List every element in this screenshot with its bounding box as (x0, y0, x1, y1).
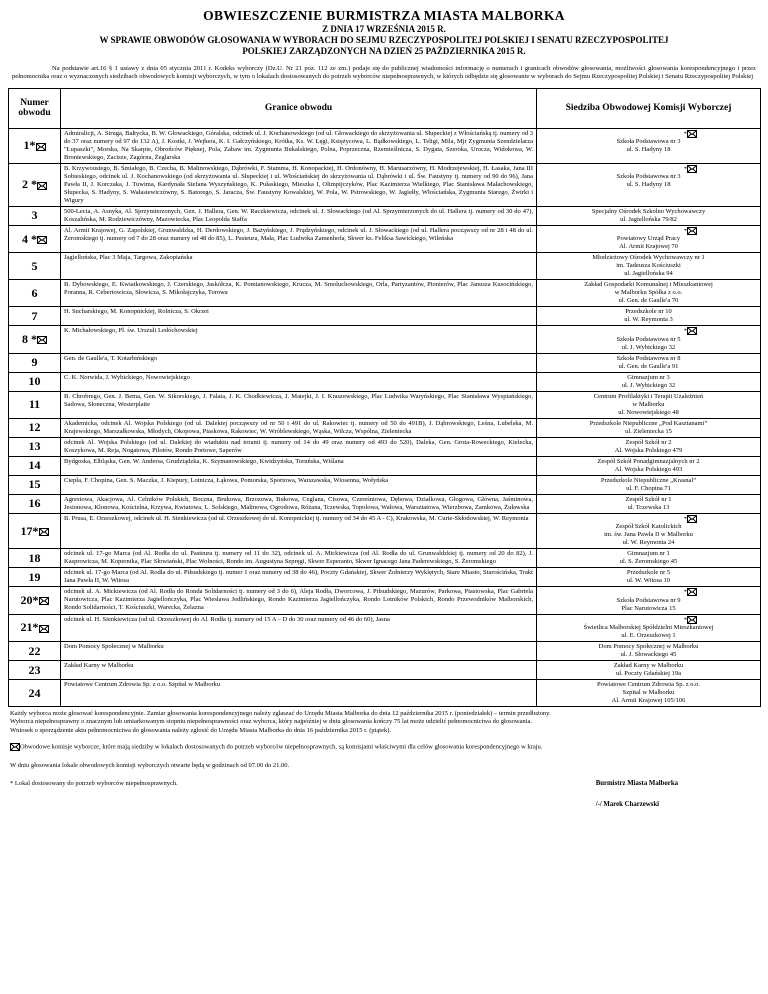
district-seat-cell (537, 568, 761, 587)
district-bounds: B. Dybowskiego, E. Kwiatkowskiego, J. Czerskiego, Jaskółcza, K. Pomianowskiego, Krucza, M. Smoluchowskiego, Orla, Partyzantów, Pionierów, Plac Janusza Kusocińskiego, Poranna, R. Cebertowicza, Słowicza, S. Mikołajczyka, Torowa (61, 280, 537, 307)
district-bounds: Admiralicji, A. Struga, Bałtycka, B. W. Głowackiego, Góralska, odcinek ul. J. Kochanowskiego (od ul. Głowackiego do skrzyżowania ul. Słupeckiej z Włościańską tj. numery od 3 do 37 oraz numery od 97 do 132 A), J. Kostki, J. Wejhera, K. I. Gałczyńskiego, Krótka, Ks. W. Łęgi, Księżycowa, L. Bądkowskiego, L. Teligi, Mila, Mjr Zygmunta Szendzielarza "Łupaszki", Morska, Na Skarpie, Obrońców Pięknej, Pola, Zabaw im. Zygmunta Bukalskiego, Polna, Poprzeczna, Rzemieślnicza, S. Dygata, Szeroka, Urocza, Widokowa, W. Broniewskiego, Zacisze, Zagórna, Żeglarska (61, 128, 537, 163)
district-seat: Specjalny Ośrodek Szkolno Wychowawczy ul. Jagiellońska 79/82 (591, 207, 706, 223)
district-seat: Przedszkole Niepubliczne „Krasnal” ul. F. Chopina 71 (600, 476, 697, 492)
district-number-cell (9, 128, 61, 163)
signer-title: Burmistrz Miasta Malborka (595, 779, 678, 787)
table-row (9, 568, 761, 587)
district-seat: Szkoła Podstawowa nr 3 ul. S. Hadyny 18 (616, 138, 681, 154)
accessible-marker (540, 515, 757, 523)
district-number-cell (9, 456, 61, 475)
district-seat-cell (537, 391, 761, 418)
district-number-cell (9, 614, 61, 641)
table-row (9, 326, 761, 353)
district-bounds: B. Prusa, E. Orzeszkowej, odcinek ul. H. Sienkiewicza (od ul. Orzeszkowej do ul. Konopnickiej tj. numery od 34 do 45 A - C), Krakowska, M. Curie-Skłodowskiej, W. Reymonta (61, 513, 537, 548)
district-number: 10 (28, 374, 41, 389)
envelope-icon (10, 743, 20, 751)
table-row (9, 391, 761, 418)
table-row (9, 307, 761, 326)
district-number-cell (9, 391, 61, 418)
notice-page (8, 0, 760, 820)
accessible-note: * Lokal dostosowany do potrzeb wyborców niepełnosprawnych. (10, 779, 178, 787)
district-number: 24 (28, 685, 41, 700)
table-row (9, 587, 761, 614)
mail-note (10, 743, 760, 752)
table-row (9, 253, 761, 280)
district-seat-cell (537, 163, 761, 206)
district-number: 1* (23, 138, 36, 153)
signature-block (10, 780, 760, 820)
district-number-cell (9, 642, 61, 661)
district-seat: Szkoła Podstawowa nr 5 ul. J. Wybickiego 32 (616, 335, 681, 351)
table-body (9, 128, 761, 706)
district-seat-cell (537, 642, 761, 661)
district-seat-cell (537, 549, 761, 568)
district-seat: Powiatowe Centrum Zdrowia Sp. z o.o. Szpital w Malborku Al. Armii Krajowej 105/106 (597, 681, 700, 705)
district-seat: Przedszkole Niepubliczne „Pod Kasztanami” ul. Zieleniecka 15 (589, 419, 708, 435)
district-number-cell (9, 206, 61, 225)
district-number: 6 (31, 285, 38, 300)
district-seat-cell (537, 456, 761, 475)
district-bounds: odcinek ul. 17-go Marca (od Al. Rodła do ul. Piłsudskiego tj. numer 1 oraz numery od 38 do 46), Poczty Gdańskiej, Skwer Żołnierzy Wyklętych, Stare Miasto, Starościńska, Trakt Jana Pawła II, W. Witosa (61, 568, 537, 587)
district-number-cell (9, 568, 61, 587)
table-row (9, 661, 761, 680)
district-seat-cell (537, 614, 761, 641)
district-number: 8 * (22, 332, 37, 347)
accessible-marker (540, 616, 757, 624)
district-bounds: Jagiellońska, Plac 3 Maja, Targowa, Zakopiańska (61, 253, 537, 280)
hours-note: W dniu głosowania lokale obwodowych komisji wyborczych otwarte będą w godzinach od 07.00 do 21.00. (10, 761, 290, 769)
district-seat: Zakład Karny w Malborku ul. Poczty Gdańskiej 19a (613, 662, 684, 678)
district-seat: Gimnazjum nr 3 ul. J. Wybickiego 32 (621, 373, 676, 389)
table-row (9, 128, 761, 163)
district-number-cell (9, 680, 61, 707)
table-row (9, 280, 761, 307)
envelope-icon (687, 165, 697, 173)
district-bounds: Agrestowa, Akacjowa, Al. Celników Polskich, Boczna, Brukowa, Brzozowa, Bukowa, Ceglana, Cisowa, Czereśniowa, Dębowa, Działkowa, Głogowa, Główna, Jaśminowa, Jesionowa, Klonowa, Kościelna, Krzywa, Kwiatowa, L. Solskiego, Malinowa, Ogrodowa, Różana, Tczewska, Topolowa, Wałowa, Warsztatowa, Wierzbowa, Zamkowa, Żuławska (61, 494, 537, 513)
district-number-cell (9, 661, 61, 680)
district-number-cell (9, 326, 61, 353)
district-seat: Gimnazjum nr 1 ul. S. Żeromskiego 45 (619, 550, 678, 566)
district-number: 22 (28, 643, 41, 658)
district-number: 20* (20, 593, 39, 607)
district-number: 16 (28, 496, 41, 511)
district-seat: Młodzieżowy Ośrodek Wychowawczy nr 1 im. Tadeusza Kościuszki ul. Jagiellońska 94 (592, 254, 705, 278)
district-seat-cell (537, 372, 761, 391)
intro-paragraph: Na podstawie art.16 § 1 ustawy z dnia 05 stycznia 2011 r. Kodeks wyborczy (Dz.U. Nr 21 poz. 112 ze zm.) podaje się do publicznej wiadomości informację o numerach i granicach obwodów głosowania, możliwości głosowania korespondencyjnego i przez pełnomocnika oraz o wyznaczonych siedzibach obwodowych komisji wyborczych, w tym o lokalach dostosowanych do potrzeb wyborców niepełnosprawnych, w których odbędzie się głosowanie w wyborach do Sejmu Rzeczypospolitej Polskiej i Senatu Rzeczypospolitej Polskiej (12, 65, 756, 81)
district-bounds: Powiatowe Centrum Zdrowia Sp. z o.o. Szpital w Malborku (61, 680, 537, 707)
table-header-row (9, 88, 761, 128)
table-row (9, 163, 761, 206)
accessible-star: * (683, 616, 687, 624)
district-seat-cell (537, 513, 761, 548)
envelope-icon (37, 336, 47, 344)
district-seat: Przedszkole nr 5 ul. W. Witosa 10 (626, 569, 671, 585)
district-seat: Zakład Gospodarki Komunalnej i Mieszkaniowej w Malborku Spółka z o.o. ul. Gen. de Gaulle'a 70 (584, 281, 713, 305)
footer-para-1: Każdy wyborca może głosować korespondencyjnie. Zamiar głosowania korespondencyjnego należy zgłaszać do Urzędu Miasta Malborka do dnia 12 października 2015 r. (poniedziałek) – termin przedłużony. (10, 710, 551, 718)
table-row (9, 549, 761, 568)
district-seat-cell (537, 225, 761, 252)
accessible-marker (540, 165, 757, 173)
district-number: 3 (31, 208, 38, 223)
signer (596, 780, 678, 822)
accessible-star: * (683, 227, 687, 235)
district-number: 7 (31, 308, 38, 323)
envelope-icon (687, 588, 697, 596)
notice-subject-line-1: W SPRAWIE OBWODÓW GŁOSOWANIA W WYBORACH DO SEJMU RZECZYPOSPOLITEJ POLSKIEJ I SENATU RZECZYPOSPOLITEJ (99, 35, 669, 45)
district-number: 11 (28, 397, 41, 412)
district-seat-cell (537, 680, 761, 707)
district-number: 14 (28, 458, 41, 473)
district-bounds: odcinek Al. Wojska Polskiego (od ul. Dalekiej do wiaduktu nad torami tj. numery od 14 do 49 oraz numery od 493 do 520), Daleka, Gen. Grota-Roweckiego, Kielecka, Koszykowa, M. Reja, Nogatowa, Pilotów, Rondo Portowe, Saperów (61, 437, 537, 456)
district-bounds: H. Sucharskiego, M. Konopnickiej, Rolnicza, S. Okrzei (61, 307, 537, 326)
table-row (9, 418, 761, 437)
table-row (9, 475, 761, 494)
notice-title: OBWIESZCZENIE BURMISTRZA MIASTA MALBORKA (203, 8, 565, 23)
district-seat: Zespół Szkół nr 2 Al. Wojska Polskiego 479 (614, 438, 683, 454)
district-seat-cell (537, 326, 761, 353)
accessible-star: * (683, 165, 687, 173)
district-seat-cell (537, 661, 761, 680)
district-number: 13 (28, 439, 41, 454)
district-seat-cell (537, 253, 761, 280)
district-number-cell (9, 372, 61, 391)
accessible-marker (540, 130, 757, 138)
accessible-marker (540, 588, 757, 596)
table-row (9, 642, 761, 661)
district-number: 2 * (22, 177, 37, 192)
district-number-cell (9, 418, 61, 437)
table-row (9, 680, 761, 707)
district-seat-cell (537, 418, 761, 437)
header-seat: Siedziba Obwodowej Komisji Wyborczej (537, 88, 761, 128)
district-number: 4 * (22, 231, 37, 246)
district-number: 12 (28, 420, 41, 435)
district-seat-cell (537, 437, 761, 456)
district-number-cell (9, 253, 61, 280)
accessible-star: * (683, 130, 687, 138)
district-seat-cell (537, 494, 761, 513)
district-number-cell (9, 475, 61, 494)
district-seat: Zespół Szkół Katolickich im. św. Jana Pawła II w Malborku ul. W. Reymonta 24 (604, 523, 693, 547)
districts-table (8, 88, 761, 707)
accessible-star: * (683, 327, 687, 335)
district-number: 19 (28, 569, 41, 584)
table-row (9, 206, 761, 225)
district-number: 23 (28, 662, 41, 677)
district-bounds: 500-Lecia, A. Asnyka, Al. Sprzymierzonych, Gen. J. Hallera, Gen. W. Raczkiewicza, odcinek ul. J. Słowackiego (od Al. Sprzymierzonych do ul. Hallera tj. numery od 30 do 47), Koszalińska, M. Rodziewiczówny, Mazowiecka, Plac Leopolda Staffa (61, 206, 537, 225)
district-number-cell (9, 353, 61, 372)
district-seat: Zespół Szkół nr 1 ul. Tczewska 13 (625, 495, 672, 511)
district-seat: Szkoła Podstawowa nr 8 ul. Gen. de Gaulle'a 91 (616, 354, 681, 370)
district-number-cell (9, 513, 61, 548)
table-row (9, 437, 761, 456)
table-row (9, 614, 761, 641)
district-bounds: Gen. de Gaulle'a, T. Kotarbińskiego (61, 353, 537, 372)
accessible-star: * (683, 515, 687, 523)
district-bounds: K. Michałowskiego, Pl. św. Urszuli Ledóchowskiej (61, 326, 537, 353)
district-seat: Przedszkole nr 10 ul. W. Reymonta 3 (624, 308, 673, 324)
district-seat: Szkoła Podstawowa nr 9 Plac Narutowicza 15 (616, 596, 681, 612)
accessible-marker (540, 327, 757, 335)
district-number: 15 (28, 477, 41, 492)
district-number-cell (9, 280, 61, 307)
envelope-icon (39, 597, 49, 605)
district-bounds: Ciepła, F. Chopina, Gen. S. Maczka, J. Kiepury, Lotnicza, Łąkowa, Pomorska, Sportowa, Warszawska, Wiosenna, Wołyńska (61, 475, 537, 494)
district-number: 21* (20, 620, 39, 635)
footer-para-2: Wyborca niepełnosprawny o znacznym lub umiarkowanym stopniu niepełnosprawności oraz wyborca, który najpóźniej w dniu głosowania kończy 75 lat może udzielić pełnomocnictwa do głosowania. (10, 718, 532, 726)
district-seat: Świetlica Malborskiej Spółdzielni Mieszkaniowej ul. E. Orzeszkowej 1 (583, 624, 714, 640)
district-bounds: Zakład Karny w Malborku (61, 661, 537, 680)
accessible-star: * (683, 588, 687, 596)
district-number-cell (9, 163, 61, 206)
district-bounds: Dom Pomocy Społecznej w Malborku (61, 642, 537, 661)
district-bounds: odcinek ul. A. Mickiewicza (od Al. Rodła do Ronda Solidarności tj. numery od 3 do 6), Aleja Rodła, Dworcowa, J. Piłsudskiego, Mazurów, Parkowa, Piastowska, Plac Gabriela Narutowicza, Plac Kazimierza Jagiellończyka, Plac Wiesława Jedlińskiego, Rondo Kazimierza Jagiellończyka, Rondo Lotników Polskich, Rondo Przewodników Malborskich, Rondo Solidarności, T. Kościuszki, Warecka, Żelazna (61, 587, 537, 614)
district-number-cell (9, 437, 61, 456)
envelope-icon (687, 515, 697, 523)
envelope-icon (36, 143, 46, 151)
district-seat: Centrum Profilaktyki i Terapii Uzależnień w Malborku ul. Nowowiejskiego 48 (593, 392, 704, 416)
district-number: 5 (31, 258, 38, 273)
district-bounds: B. Chrobrego, Gen. J. Bema, Gen. W. Sikorskiego, J. Falata, J. K. Chodkiewicza, J. Matejki, J. I. Kraszewskiego, Plac Ludwika Waryńskiego, Plac Stanisława Wyspiańskiego, Sadowa, Słoneczna, Westerplatte (61, 391, 537, 418)
district-seat: Zespół Szkół Ponadgimnazjalnych nr 2 Al. Wojska Polskiego 493 (597, 457, 700, 473)
district-number-cell (9, 587, 61, 614)
table-row (9, 456, 761, 475)
envelope-icon (39, 625, 49, 633)
mail-note-text: Obwodowe komisje wyborcze, które mają siedziby w lokalach dostosowanych do potrzeb wyborców niepełnosprawnych, są komisjami właściwymi dla celów głosowania korespondencyjnego w kraju. (20, 743, 543, 751)
district-bounds: C. K. Norwida, J. Wybickiego, Nowowiejskiego (61, 372, 537, 391)
envelope-icon (37, 182, 47, 190)
table-row (9, 513, 761, 548)
district-seat-cell (537, 353, 761, 372)
district-bounds: Akademicka, odcinek Al. Wojska Polskiego (od ul. Dalekiej począwszy od nr 50 i 491 do ul. Rakowiec tj. numery od 50 do 491B), J. Dąbrowskiego, Leśna, Lubelska, M. Krajewskiego, Marszałkowska, Młodych, Okopowa, Piaskowa, Rakowiec, W. Wróblewskiego, Wąska, Wilcza, Wspólna, Zieleniecka (61, 418, 537, 437)
envelope-icon (687, 130, 697, 138)
district-number-cell (9, 307, 61, 326)
accessible-marker (540, 227, 757, 235)
district-number-cell (9, 225, 61, 252)
header-bounds: Granice obwodu (61, 88, 537, 128)
district-bounds: odcinek ul. 17-go Marca (od Al. Rodła do ul. Pasteura tj. numery od 11 do 32), odcinek ul. A. Mickiewicza (od Al. Rodła do ul. Grunwaldzkiej tj. numery od 20 do 82), J. Kasprowicza, M. Kopernika, Plac Słowiański, Plac Wolności, Rondo im. Augustyna Szpręgi, Skwer Esperanto, Skwer Ignacego Jana Paderewskiego, S. Żeromskiego (61, 549, 537, 568)
footer-notes (10, 710, 760, 820)
notice-subject-line-2: POLSKIEJ ZARZĄDZONYCH NA DZIEŃ 25 PAŹDZIERNIKA 2015 R. (242, 46, 526, 56)
district-seat: Dom Pomocy Społecznej w Malborku ul. J. Słowackiego 45 (598, 643, 699, 659)
envelope-icon (687, 327, 697, 335)
district-bounds: odcinek ul. H. Sienkiewicza (od ul. Orzeszkowej do Al. Rodła tj. numery od 15 A – D do 30 oraz numery od 46 do 60), Jasna (61, 614, 537, 641)
district-seat-cell (537, 587, 761, 614)
district-seat-cell (537, 475, 761, 494)
table-row (9, 353, 761, 372)
notice-date: Z DNIA 17 WRZEŚNIA 2015 R. (322, 24, 446, 34)
district-number: 9 (31, 355, 38, 370)
envelope-icon (687, 227, 697, 235)
envelope-icon (39, 528, 49, 536)
signer-name: /-/ Marek Charzewski (595, 800, 659, 808)
district-number-cell (9, 494, 61, 513)
district-number-cell (9, 549, 61, 568)
district-seat-cell (537, 128, 761, 163)
table-row (9, 225, 761, 252)
district-seat: Powiatowy Urząd Pracy Al. Armii Krajowej 70 (616, 235, 681, 251)
district-seat-cell (537, 307, 761, 326)
envelope-icon (37, 236, 47, 244)
table-row (9, 372, 761, 391)
district-bounds: Bydgoska, Elbląska, Gen. W. Andersa, Grudziądzka, K. Szymanowskiego, Kwidzyńska, Toruńska, Wiślana (61, 456, 537, 475)
district-bounds: Al. Armii Krajowej, G. Zapolskiej, Grunwaldzka, H. Derdowskiego, J. Bażyńskiego, J. Prądzyńskiego, odcinek ul. J. Słowackiego (od ul. Hallera począwszy od nr 28 i 48 do ul. Żeromskiego tj. numery od 7 do 28 oraz numery od 48 do 85), L. Pasteura, Mała, Plac Ludwika Zamenhofa, Skwer ks. Feliksa Sawickiego, Wileńska (61, 225, 537, 252)
header-number: Numer obwodu (9, 88, 61, 128)
footer-para-3: Wniosek o sporządzenie aktu pełnomocnictwa do głosowania należy zgłosić do Urzędu Miasta Malborka do dnia 16 października 2015 r. (piątek). (10, 726, 392, 734)
district-bounds: B. Krzywoustego, B. Śmiałego, B. Czecha, B. Malinowskiego, Dąbrówki, F. Stamma, H. Konopackiej, H. Ordonówny, H. Marusarzówny, H. Modrzejewskiej, H. Łasaka, Jana III Sobieskiego, odcinek ul. J. Kochanowskiego (od skrzyżowania ul. Słupeckiej i ul. Włościańskiej do skrzyżowania ul. Dąbrówki i ul. Św. Faustyny tj. numery od 90 do 96), Jana Pawła II, J. Korczaka, J. Tuwima, Kardynała Stefana Wyszyńskiego, K. Pułaskiego, Mieszka I, Olimpijczyków, Plac Kazimierza Wielkiego, Plac Stanisława Małachowskiego, Słupecka, S. Hadyny, S. Wałasiewiczówny, S. Batorego, S. Jaracza, Św. Faustyny Kowalskiej, W. Pola, W. Pstrowskiego, W. Jagiełły, Włościańska, Zygmunta Starego, Żwirki i Wigury (61, 163, 537, 206)
table-row (9, 494, 761, 513)
district-seat: Szkoła Podstawowa nr 3 ul. S. Hadyny 18 (616, 173, 681, 189)
district-seat-cell (537, 280, 761, 307)
district-number: 17* (20, 523, 39, 538)
district-seat-cell (537, 206, 761, 225)
envelope-icon (687, 616, 697, 624)
district-number: 18 (28, 550, 41, 565)
